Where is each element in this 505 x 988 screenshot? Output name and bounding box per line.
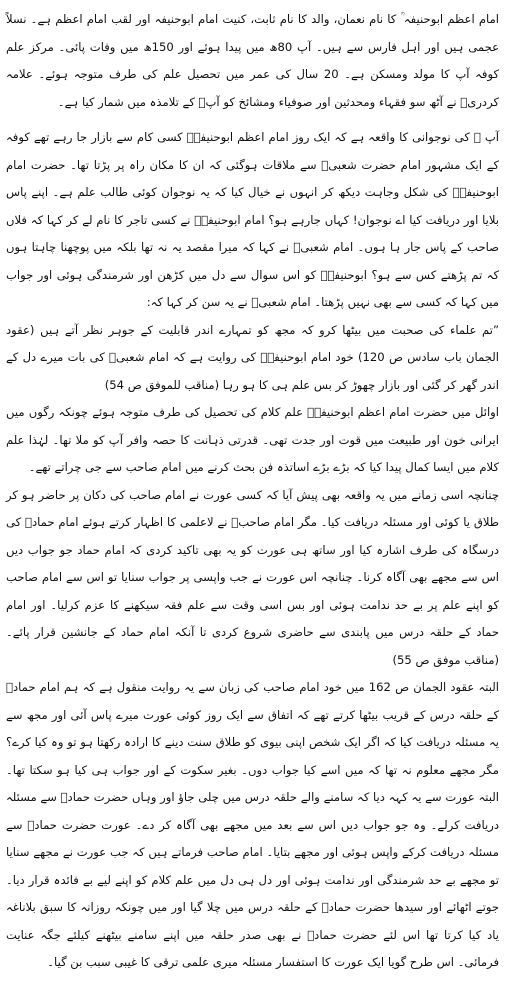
paragraph-quote: ”تم علماء کی صحبت میں بیٹھا کرو کہ مجھ کو تمہارے اندر قابلیت کے جوہر نظر آتے ہیں (عقود الجمان باب سادس ص 120) خود امام ابوحنیفہؒ کی روایت ہے کہ امام شعبیؒ کی بات میرے دل کے اندر گھر کر گئی اور بازار چھوڑ کر بس علم ہی کا ہو رہا (مناقب للموفق ص 54) <box>6 322 500 392</box>
paragraph-meeting-shabi: آپ ؒ کی نوجوانی کا واقعہ ہے کہ ایک روز امام اعظم ابوحنیفہؒ کسی کام سے بازار جا رہے تھے کوفہ کے ایک مشہور امام حضرت شعبیؒ سے ملاقات ہوگئی کہ ان کا مکان راہ پر پڑتا تھا۔ حضرت امام ابوحنیفہؒ کی شکل وجاہت دیکھ کر انہوں نے خیال کیا کہ یہ نوجوان کوئی طالب علم ہے۔ اپنے پاس بلایا اور دریافت کیا اے نوجوان! کہاں جارہے ہو؟ امام ابوحنیفہؒ نے کسی تاجر کا نام لے کر کہا کہ فلاں صاحب کے پاس جار ہا ہوں۔ امام شعبیؒ نے کہا کہ میرا مقصد یہ نہ تھا بلکہ میں پوچھنا چاہتا ہوں کہ تم پڑھتے کس سے ہو؟ ابوحنیفہؒ کو اس سوال سے دل میں کڑھن اور شرمندگی ہوئی اور جواب میں کہا کہ کسی سے بھی نہیں پڑھتا۔ امام شعبیؒ نے یہ سن کر کہا کہ: <box>6 130 499 309</box>
paragraph-woman-question: چنانچہ اسی زمانے میں یہ واقعہ بھی پیش آیا کہ کسی عورت نے امام صاحب کی دکان پر حاضر ہو کر طلاق یا کوئی اور مسئلہ دریافت کیا۔ مگر امام صاحبؒ نے لاعلمی کا اظہار کرتے ہوئے امام حمادؒ کی درسگاہ کی طرف اشارہ کیا اور ساتھ ہی عورت کو یہ بھی تاکید کردی کہ امام حماد جو جواب دیں اس سے مجھے بھی آگاہ کرنا۔ چنانچہ اس عورت نے جب واپسی پر جواب سنایا تو اس سے امام صاحب کو اپنے علم پر بے حد ندامت ہوئی اور بس اسی وقت سے علم فقہ سیکھنے کا عزم کرلیا۔ اور امام حماد کے حلقہ درس میں پابندی سے حاضری شروع کردی تا آنکہ امام حماد کے جانشین قرار پائے۔ (مناقب موفق ص 55) <box>6 487 499 667</box>
paragraph-biography: امام اعظم ابوحنیفہ ؒ کا نام نعمان، والد کا نام ثابت، کنیت امام ابوحنیفہ اور لقب امام اعظم ہے۔ نسلاً عجمی ہیں اور اہل فارس سے ہیں۔ آپ 80ھ میں پیدا ہوئے اور 150ھ میں وفات پائی۔ مرکز علم کوفہ آپ کا مولد ومسکن ہے۔ 20 سال کی عمر میں تحصیل علم کی طرف متوجہ ہوئے۔ علامہ کردریؒ نے آٹھ سو فقہاء ومحدثین اور صوفیاء ومشائخ کو آپؒ کے تلامذہ میں شمار کیا ہے۔ <box>6 12 499 109</box>
paragraph-spacer <box>6 116 499 124</box>
paragraph-uqud-al-juman: البتہ عقود الجمان ص 162 میں خود امام صاحب کی زبان سے یہ روایت منقول ہے کہ ہم امام حمادؒ کے حلقہ درس کے قریب بیٹھا کرتے تھے کہ اتفاق سے ایک روز کوئی عورت میرے پاس آئی اور مجھ سے یہ مسئلہ دریافت کیا کہ اگر ایک شخص اپنی بیوی کو طلاق سنت دینے کا ارادہ رکھتا ہو تو وہ کیا کرے؟ مگر مجھے معلوم نہ تھا کہ میں اسے کیا جواب دوں۔ بغیر سکوت کے اور جواب ہی کیا ہو سکتا تھا۔ البتہ عورت سے یہ کہہ دیا کہ سامنے والے حلقہ درس میں چلی جاؤ اور وہاں حضرت حمادؒ سے مسئلہ دریافت کرلے۔ وہ جو جواب دیں اس سے بعد میں مجھے بھی آگاہ کر دے۔ عورت حضرت حمادؒ سے مسئلہ دریافت کرکے واپس ہوئی اور مجھے بتایا۔ امام صاحب فرماتے ہیں کہ جب عورت نے مجھے سنایا تو مجھے بے حد شرمندگی اور ندامت ہوئی اور دل ہی دل میں علم کلام کو اپنے لیے بے فائدہ قرار دیا۔ جوتے اٹھائے اور سیدھا حضرت حمادؒ کے حلقہ درس میں چلا گیا اور میں چونکہ روزانہ کا سبق بلاناغہ یاد کیا کرتا تھا اس لئے حضرت حمادؒ نے بھی صدر حلقہ میں اپنے سامنے بیٹھنے کیلئے جگہ عنایت فرمائی۔ اس طرح گویا ایک عورت کا استفسار مسئلہ میری علمی ترقی کا غیبی سبب بن گیا۔ <box>6 680 500 969</box>
paragraph-ilm-kalam: اوائل میں حضرت امام اعظم ابوحنیفہؒ علم کلام کی تحصیل کی طرف متوجہ ہوئے چونکہ رگوں میں ایرانی خون اور طبیعت میں قوت اور جدت تھی۔ قدرتی ذہانت کا حصہ وافر آپ کو ملا تھا۔ لہٰذا علم کلام میں ایسا کمال پیدا کیا کہ بڑے بڑے اساتذہ فن بحث کرنے میں امام صاحب سے جی چراتے تھے۔ <box>6 405 499 474</box>
